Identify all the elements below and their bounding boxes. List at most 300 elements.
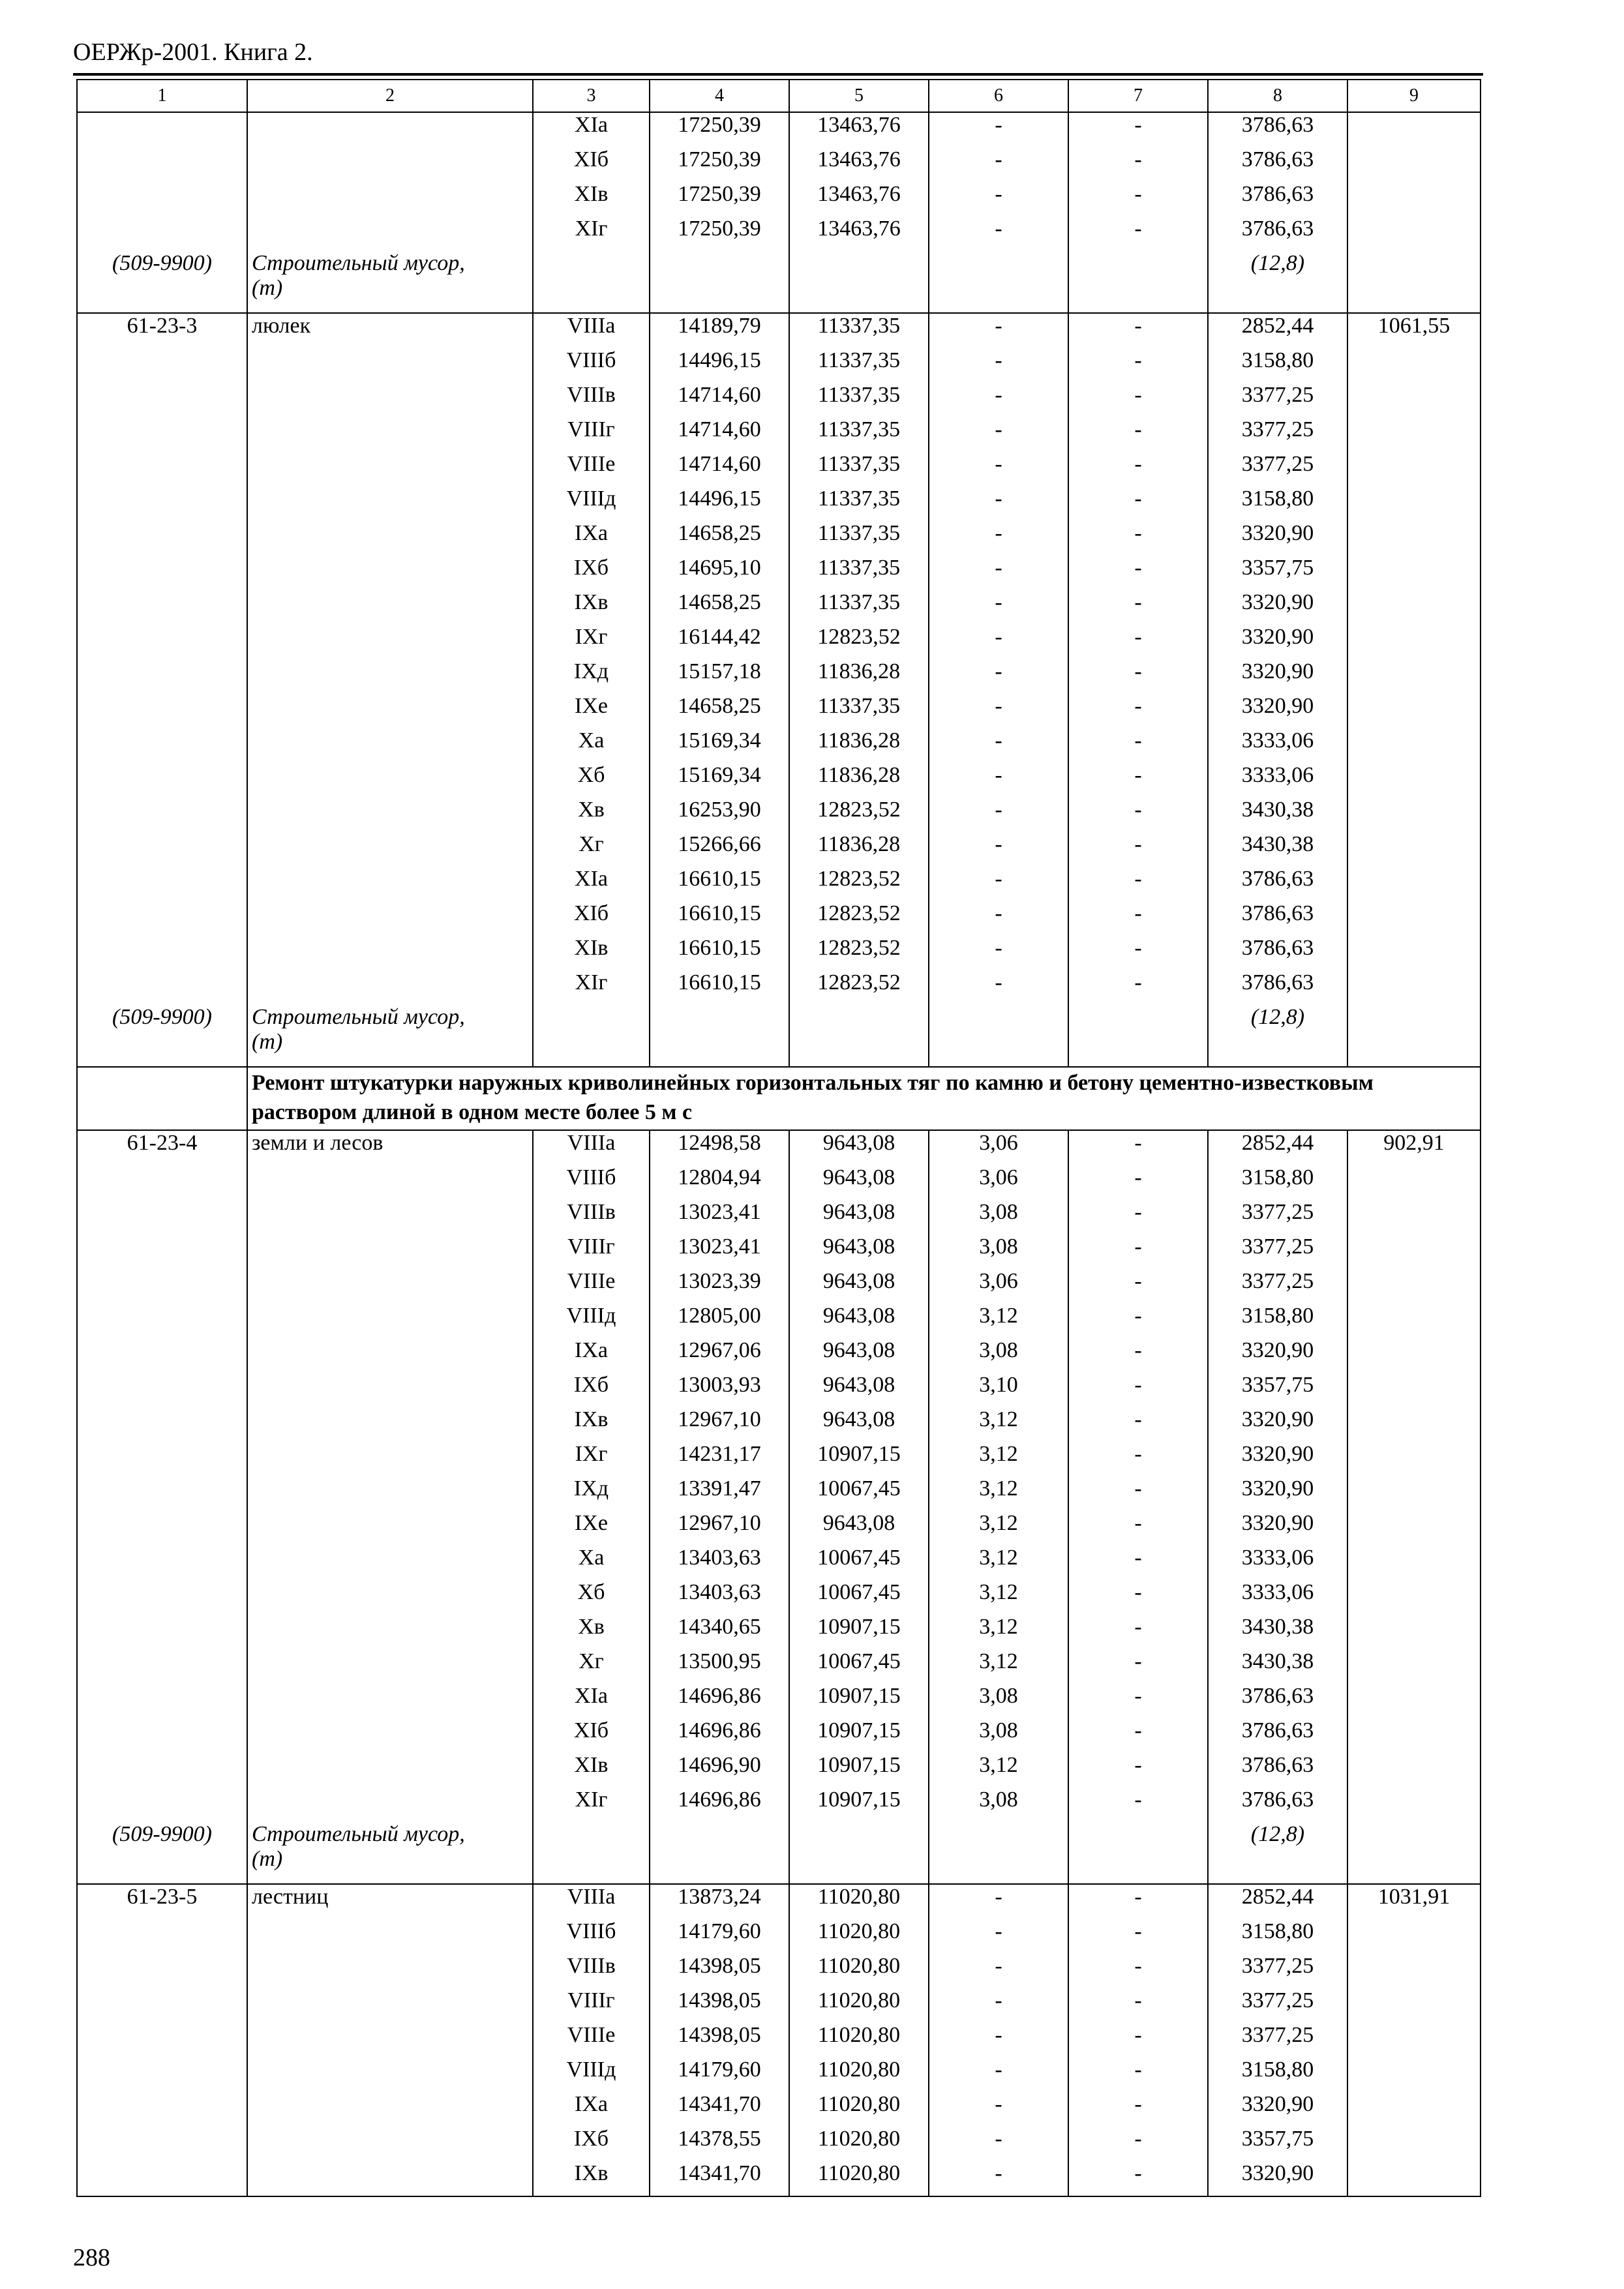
table-row (77, 1200, 1481, 1234)
labor-hours-cell (1347, 1649, 1481, 1684)
machine-cost-cell: 3,06 (929, 1269, 1068, 1304)
machine-cost-cell: - (929, 2057, 1068, 2092)
empty-cell (929, 1822, 1068, 1884)
table-row (77, 1476, 1481, 1511)
total-cost-cell: 14658,25 (650, 590, 789, 625)
labor-hours-cell (1347, 2127, 1481, 2161)
work-name-cell (247, 1988, 533, 2023)
total-cost-cell: 14398,05 (650, 1988, 789, 2023)
column-number: 4 (650, 80, 789, 112)
table-row (77, 452, 1481, 486)
region-cell: Xб (533, 1580, 650, 1615)
table-row (77, 1546, 1481, 1580)
machine-cost-cell: - (929, 112, 1068, 147)
labor-hours-cell (1347, 694, 1481, 728)
labor-hours-cell (1347, 1615, 1481, 1649)
rate-code-cell (77, 1954, 247, 1988)
labor-cost-cell: 9643,08 (789, 1269, 929, 1304)
labor-hours-cell (1347, 763, 1481, 798)
total-cost-cell: 16144,42 (650, 625, 789, 659)
table-row (77, 1718, 1481, 1753)
machinist-cost-cell: - (1068, 728, 1208, 763)
materials-cost-cell: 3333,06 (1208, 1546, 1347, 1580)
machinist-cost-cell: - (1068, 1200, 1208, 1234)
machinist-cost-cell: - (1068, 1954, 1208, 1988)
rate-code-cell (77, 970, 247, 1005)
machinist-cost-cell: - (1068, 694, 1208, 728)
labor-hours-cell (1347, 936, 1481, 970)
rate-code-cell (77, 625, 247, 659)
table-row (77, 1788, 1481, 1822)
materials-cost-cell: 3377,25 (1208, 2023, 1347, 2057)
rate-code-cell: 61-23-4 (77, 1130, 247, 1165)
work-name-cell (247, 486, 533, 521)
total-cost-cell: 13023,39 (650, 1269, 789, 1304)
machinist-cost-cell: - (1068, 936, 1208, 970)
machinist-cost-cell: - (1068, 147, 1208, 182)
machine-cost-cell: - (929, 2023, 1068, 2057)
work-name-cell (247, 147, 533, 182)
work-name-cell (247, 1304, 533, 1338)
labor-hours-cell (1347, 2161, 1481, 2196)
machine-cost-cell: - (929, 348, 1068, 383)
labor-cost-cell: 11836,28 (789, 763, 929, 798)
machinist-cost-cell: - (1068, 1304, 1208, 1338)
labor-hours-cell (1347, 383, 1481, 417)
work-name-cell (247, 763, 533, 798)
work-name-cell (247, 2023, 533, 2057)
table-row (77, 1580, 1481, 1615)
labor-hours-cell (1347, 1580, 1481, 1615)
machine-cost-cell: - (929, 556, 1068, 590)
materials-cost-cell: 3320,90 (1208, 590, 1347, 625)
machinist-cost-cell: - (1068, 659, 1208, 694)
labor-cost-cell: 11020,80 (789, 1884, 929, 1919)
materials-cost-cell: 3377,25 (1208, 1954, 1347, 1988)
empty-cell (1068, 1005, 1208, 1067)
materials-cost-cell: 3357,75 (1208, 2127, 1347, 2161)
materials-cost-cell: 3320,90 (1208, 1338, 1347, 1373)
rate-code-cell (77, 417, 247, 452)
machine-cost-cell: 3,10 (929, 1373, 1068, 1407)
machine-cost-cell: - (929, 763, 1068, 798)
table-row (77, 1234, 1481, 1269)
labor-cost-cell: 11337,35 (789, 590, 929, 625)
machinist-cost-cell: - (1068, 832, 1208, 867)
labor-cost-cell: 12823,52 (789, 936, 929, 970)
table-row (77, 901, 1481, 936)
work-name-cell (247, 832, 533, 867)
machine-cost-cell: - (929, 867, 1068, 901)
work-name-cell (247, 867, 533, 901)
materials-cost-cell: 3320,90 (1208, 1476, 1347, 1511)
machine-cost-cell: 3,12 (929, 1511, 1068, 1546)
materials-cost-cell: 3320,90 (1208, 625, 1347, 659)
labor-hours-cell (1347, 867, 1481, 901)
column-number: 9 (1347, 80, 1481, 112)
region-cell: XIв (533, 936, 650, 970)
region-cell: VIIIе (533, 1269, 650, 1304)
work-name-cell (247, 348, 533, 383)
materials-cost-cell: 3786,63 (1208, 1788, 1347, 1822)
region-cell: IXв (533, 1407, 650, 1442)
column-number: 3 (533, 80, 650, 112)
labor-hours-cell (1347, 2057, 1481, 2092)
total-cost-cell: 14714,60 (650, 383, 789, 417)
rate-code-cell (77, 348, 247, 383)
debris-value: (12,8) (1208, 1822, 1347, 1884)
labor-hours-cell (1347, 798, 1481, 832)
region-cell: VIIIв (533, 383, 650, 417)
work-name-cell (247, 2092, 533, 2127)
region-cell: VIIIд (533, 2057, 650, 2092)
labor-hours-cell (1347, 970, 1481, 1005)
total-cost-cell: 14179,60 (650, 1919, 789, 1954)
labor-cost-cell: 9643,08 (789, 1200, 929, 1234)
region-cell: IXв (533, 2161, 650, 2196)
work-name-cell (247, 521, 533, 556)
work-name-cell (247, 1788, 533, 1822)
total-cost-cell: 14696,90 (650, 1753, 789, 1788)
rate-code-cell: 61-23-5 (77, 1884, 247, 1919)
labor-cost-cell: 10067,45 (789, 1580, 929, 1615)
machinist-cost-cell: - (1068, 1338, 1208, 1373)
table-row (77, 970, 1481, 1005)
work-name-cell (247, 1165, 533, 1200)
debris-code: (509-9900) (77, 1005, 247, 1067)
labor-cost-cell: 11337,35 (789, 694, 929, 728)
total-cost-cell: 15266,66 (650, 832, 789, 867)
table-row (77, 2161, 1481, 2196)
materials-cost-cell: 3320,90 (1208, 694, 1347, 728)
region-cell: XIб (533, 1718, 650, 1753)
rate-code-cell (77, 217, 247, 251)
work-name-cell (247, 1338, 533, 1373)
labor-hours-cell (1347, 1373, 1481, 1407)
labor-hours-cell (1347, 1546, 1481, 1580)
total-cost-cell: 14341,70 (650, 2161, 789, 2196)
machine-cost-cell: 3,08 (929, 1718, 1068, 1753)
total-cost-cell: 13500,95 (650, 1649, 789, 1684)
region-cell: VIIIв (533, 1200, 650, 1234)
labor-cost-cell: 11020,80 (789, 2127, 929, 2161)
table-row (77, 867, 1481, 901)
machinist-cost-cell: - (1068, 1988, 1208, 2023)
labor-cost-cell: 11337,35 (789, 383, 929, 417)
labor-cost-cell: 11020,80 (789, 2161, 929, 2196)
labor-cost-cell: 12823,52 (789, 798, 929, 832)
labor-hours-cell (1347, 2092, 1481, 2127)
region-cell: IXд (533, 1476, 650, 1511)
total-cost-cell: 13391,47 (650, 1476, 789, 1511)
region-cell: VIIIб (533, 1919, 650, 1954)
machine-cost-cell: 3,08 (929, 1684, 1068, 1718)
rate-code-cell: 61-23-3 (77, 313, 247, 348)
total-cost-cell: 14398,05 (650, 2023, 789, 2057)
rate-code-cell (77, 832, 247, 867)
labor-hours-cell (1347, 217, 1481, 251)
machinist-cost-cell: - (1068, 2161, 1208, 2196)
machine-cost-cell: 3,06 (929, 1130, 1068, 1165)
labor-cost-cell: 11836,28 (789, 832, 929, 867)
region-cell: VIIIб (533, 1165, 650, 1200)
labor-cost-cell: 10907,15 (789, 1442, 929, 1476)
machinist-cost-cell: - (1068, 1269, 1208, 1304)
labor-cost-cell: 11337,35 (789, 521, 929, 556)
rate-code-cell (77, 452, 247, 486)
total-cost-cell: 14714,60 (650, 417, 789, 452)
labor-cost-cell: 13463,76 (789, 147, 929, 182)
work-name-cell (247, 1954, 533, 1988)
total-cost-cell: 14496,15 (650, 486, 789, 521)
rate-code-cell (77, 1988, 247, 2023)
machine-cost-cell: - (929, 2092, 1068, 2127)
table-row (77, 486, 1481, 521)
materials-cost-cell: 3158,80 (1208, 2057, 1347, 2092)
debris-row (77, 251, 1481, 313)
work-name-cell (247, 1373, 533, 1407)
materials-cost-cell: 3158,80 (1208, 348, 1347, 383)
materials-cost-cell: 3377,25 (1208, 1988, 1347, 2023)
empty-cell (1068, 251, 1208, 313)
total-cost-cell: 17250,39 (650, 147, 789, 182)
machine-cost-cell: - (929, 1954, 1068, 1988)
materials-cost-cell: 3786,63 (1208, 1684, 1347, 1718)
machine-cost-cell: - (929, 936, 1068, 970)
materials-cost-cell: 3786,63 (1208, 1753, 1347, 1788)
materials-cost-cell: 3158,80 (1208, 1165, 1347, 1200)
machinist-cost-cell: - (1068, 556, 1208, 590)
labor-hours-cell (1347, 1753, 1481, 1788)
empty-cell (929, 251, 1068, 313)
machinist-cost-cell: - (1068, 383, 1208, 417)
table-row (77, 348, 1481, 383)
work-name-cell (247, 1269, 533, 1304)
region-cell: XIб (533, 901, 650, 936)
labor-cost-cell: 11337,35 (789, 452, 929, 486)
rate-code-cell (77, 1442, 247, 1476)
work-name-cell (247, 1234, 533, 1269)
work-name-cell (247, 2161, 533, 2196)
region-cell: IXд (533, 659, 650, 694)
machine-cost-cell: - (929, 2127, 1068, 2161)
machinist-cost-cell: - (1068, 1476, 1208, 1511)
work-name-cell (247, 694, 533, 728)
labor-hours-cell: 902,91 (1347, 1130, 1481, 1165)
column-number: 8 (1208, 80, 1347, 112)
column-number: 5 (789, 80, 929, 112)
labor-hours-cell (1347, 1988, 1481, 2023)
machinist-cost-cell: - (1068, 1511, 1208, 1546)
labor-hours-cell (1347, 625, 1481, 659)
rate-code-cell (77, 1753, 247, 1788)
machinist-cost-cell: - (1068, 348, 1208, 383)
labor-cost-cell: 10067,45 (789, 1546, 929, 1580)
machinist-cost-cell: - (1068, 2092, 1208, 2127)
labor-hours-cell (1347, 1442, 1481, 1476)
work-name-cell (247, 936, 533, 970)
machinist-cost-cell: - (1068, 1442, 1208, 1476)
table-row (77, 694, 1481, 728)
column-number: 1 (77, 80, 247, 112)
table-row (77, 625, 1481, 659)
rate-code-cell (77, 1407, 247, 1442)
region-cell: XIв (533, 182, 650, 217)
debris-row (77, 1005, 1481, 1067)
rate-code-cell (77, 2092, 247, 2127)
machinist-cost-cell: - (1068, 901, 1208, 936)
machinist-cost-cell: - (1068, 521, 1208, 556)
labor-cost-cell: 12823,52 (789, 901, 929, 936)
machinist-cost-cell: - (1068, 1919, 1208, 1954)
machinist-cost-cell: - (1068, 2127, 1208, 2161)
total-cost-cell: 14658,25 (650, 521, 789, 556)
total-cost-cell: 12498,58 (650, 1130, 789, 1165)
machine-cost-cell: - (929, 486, 1068, 521)
total-cost-cell: 17250,39 (650, 182, 789, 217)
debris-code: (509-9900) (77, 1822, 247, 1884)
machinist-cost-cell: - (1068, 1718, 1208, 1753)
machine-cost-cell: - (929, 798, 1068, 832)
machine-cost-cell: - (929, 728, 1068, 763)
materials-cost-cell: 3320,90 (1208, 521, 1347, 556)
table-row (77, 1373, 1481, 1407)
total-cost-cell: 12967,10 (650, 1511, 789, 1546)
labor-hours-cell (1347, 832, 1481, 867)
work-name-cell (247, 1718, 533, 1753)
labor-cost-cell: 10907,15 (789, 1718, 929, 1753)
materials-cost-cell: 3786,63 (1208, 147, 1347, 182)
labor-hours-cell: 1031,91 (1347, 1884, 1481, 1919)
region-cell: XIа (533, 867, 650, 901)
empty-cell (1347, 251, 1481, 313)
total-cost-cell: 14696,86 (650, 1788, 789, 1822)
machinist-cost-cell: - (1068, 798, 1208, 832)
labor-hours-cell (1347, 1165, 1481, 1200)
work-name-cell (247, 1511, 533, 1546)
debris-unit: (т) (252, 1847, 283, 1871)
debris-value: (12,8) (1208, 251, 1347, 313)
labor-cost-cell: 10907,15 (789, 1788, 929, 1822)
labor-hours-cell (1347, 1234, 1481, 1269)
work-name-cell (247, 1919, 533, 1954)
rate-code-cell (77, 1546, 247, 1580)
empty-cell (533, 1005, 650, 1067)
region-cell: IXб (533, 1373, 650, 1407)
machine-cost-cell: - (929, 147, 1068, 182)
table-row (77, 1684, 1481, 1718)
machine-cost-cell: 3,06 (929, 1165, 1068, 1200)
table-row (77, 217, 1481, 251)
table-row (77, 1919, 1481, 1954)
total-cost-cell: 13003,93 (650, 1373, 789, 1407)
debris-unit: (т) (252, 276, 283, 300)
rate-code-cell (77, 112, 247, 147)
rate-code-cell (77, 694, 247, 728)
empty-cell (650, 1822, 789, 1884)
table-row (77, 556, 1481, 590)
machine-cost-cell: - (929, 521, 1068, 556)
labor-hours-cell (1347, 521, 1481, 556)
labor-cost-cell: 9643,08 (789, 1407, 929, 1442)
labor-hours-cell (1347, 1338, 1481, 1373)
region-cell: XIб (533, 147, 650, 182)
machine-cost-cell: - (929, 694, 1068, 728)
materials-cost-cell: 3430,38 (1208, 1615, 1347, 1649)
labor-cost-cell: 11020,80 (789, 1954, 929, 1988)
region-cell: IXб (533, 2127, 650, 2161)
region-cell: VIIIа (533, 1884, 650, 1919)
rate-code-cell (77, 1269, 247, 1304)
section-title: Ремонт штукатурки наружных криволинейных горизонтальных тяг по камню и бетону цементно-известковым раствором длиной в одном месте более 5 м с (247, 1067, 1481, 1130)
rate-code-cell (77, 147, 247, 182)
table-row (77, 798, 1481, 832)
machinist-cost-cell: - (1068, 452, 1208, 486)
materials-cost-cell: 3786,63 (1208, 936, 1347, 970)
materials-cost-cell: 3158,80 (1208, 1304, 1347, 1338)
region-cell: IXа (533, 521, 650, 556)
rate-code-cell (77, 1338, 247, 1373)
machinist-cost-cell: - (1068, 1884, 1208, 1919)
total-cost-cell: 17250,39 (650, 112, 789, 147)
machinist-cost-cell: - (1068, 417, 1208, 452)
rate-code-cell (77, 1649, 247, 1684)
labor-cost-cell: 9643,08 (789, 1373, 929, 1407)
labor-hours-cell (1347, 348, 1481, 383)
machine-cost-cell: - (929, 659, 1068, 694)
machinist-cost-cell: - (1068, 1615, 1208, 1649)
region-cell: XIа (533, 1684, 650, 1718)
rate-code-cell (77, 1511, 247, 1546)
machinist-cost-cell: - (1068, 2023, 1208, 2057)
machinist-cost-cell: - (1068, 313, 1208, 348)
debris-label-line: Строительный мусор, (252, 251, 465, 275)
labor-cost-cell: 11337,35 (789, 486, 929, 521)
empty-cell (650, 1005, 789, 1067)
column-number-row (77, 80, 1481, 112)
machinist-cost-cell: - (1068, 112, 1208, 147)
work-name-cell (247, 659, 533, 694)
labor-hours-cell (1347, 452, 1481, 486)
total-cost-cell: 14341,70 (650, 2092, 789, 2127)
debris-label (247, 1005, 533, 1067)
region-cell: IXг (533, 1442, 650, 1476)
machine-cost-cell: - (929, 417, 1068, 452)
region-cell: IXа (533, 2092, 650, 2127)
empty-cell (929, 1005, 1068, 1067)
rate-code-cell (77, 2127, 247, 2161)
total-cost-cell: 16610,15 (650, 936, 789, 970)
labor-hours-cell (1347, 2023, 1481, 2057)
region-cell: IXе (533, 1511, 650, 1546)
rate-code-cell (77, 1304, 247, 1338)
labor-cost-cell: 9643,08 (789, 1304, 929, 1338)
total-cost-cell: 12804,94 (650, 1165, 789, 1200)
materials-cost-cell: 3786,63 (1208, 867, 1347, 901)
total-cost-cell: 15169,34 (650, 763, 789, 798)
machinist-cost-cell: - (1068, 1165, 1208, 1200)
region-cell: IXе (533, 694, 650, 728)
table-row (77, 1407, 1481, 1442)
table-row (77, 2127, 1481, 2161)
machinist-cost-cell: - (1068, 217, 1208, 251)
work-name-cell: люлек (247, 313, 533, 348)
document-header: ОЕРЖр-2001. Книга 2. (73, 38, 313, 66)
table-row (77, 1753, 1481, 1788)
materials-cost-cell: 3320,90 (1208, 1442, 1347, 1476)
rate-code-cell (77, 659, 247, 694)
labor-cost-cell: 11020,80 (789, 2092, 929, 2127)
